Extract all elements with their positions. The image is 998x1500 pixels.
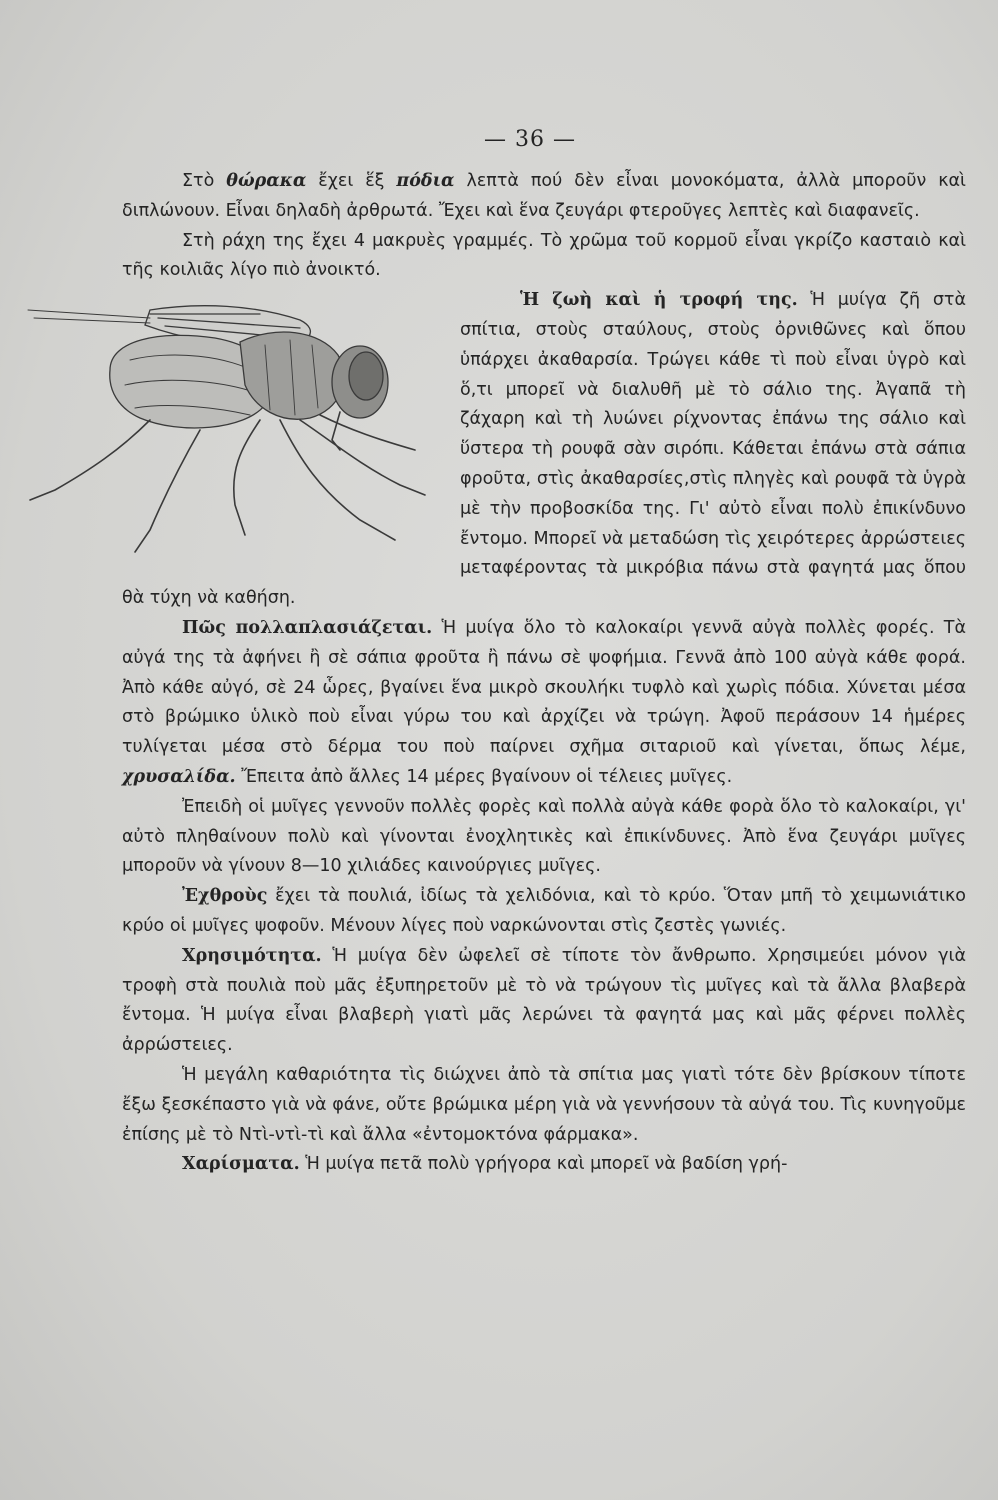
paragraph-thorax	[122, 167, 966, 227]
text-run: Ἡ μυίγα ὅλο τὸ καλοκαίρι γεννᾶ αὐγὰ πολλὲς φορές. Τὰ αὐγά της τὰ ἀφήνει ἢ σὲ σάπια φροῦτα ἢ πάνω σὲ ψοφήμια. Γεννᾶ ἀπὸ 100 αὐγὰ κάθε φορά. Ἀπὸ κάθε αὐγό, σὲ 24 ὧρες, βγαίνει ἕνα μικρὸ σκουλήκι τυφλὸ καὶ χωρὶς πόδια. Χύνεται μέσα στὸ βρώμικο ὑλικὸ ποὺ εἶναι γύρω του καὶ ἀρχίζει νὰ τρώγη. Ἀφοῦ περάσουν 14 ἡμέρες τυλίγεται μέσα στὸ δέρμα του ποὺ παίρνει σχῆμα σιταριοῦ καὶ γίνεται, ὅπως λέμε,	[122, 617, 966, 758]
heading-abilities: Χαρίσματα.	[182, 1154, 300, 1175]
body-text	[122, 167, 966, 1180]
text-run: Ἔπειτα ἀπὸ ἄλλες 14 μέρες βγαίνουν οἱ τέλειες μυῖγες.	[235, 766, 733, 787]
paragraph-cleanliness: Ἡ μεγάλη καθαριότητα τὶς διώχνει ἀπὸ τὰ σπίτια μας γιατὶ τότε δὲν βρίσκουν τίποτε ἔξω ξεσκέπαστο γιὰ νὰ φάνε, οὔτε βρώμικα μέρη γιὰ νὰ γεννήσουν τὰ αὐγά του. Τὶς κυνηγοῦμε ἐπίσης μὲ τὸ Ντὶ-ντὶ-τὶ καὶ ἄλλα «ἐντομοκτόνα φάρμακα».	[122, 1064, 966, 1145]
term-legs: πόδια	[396, 171, 455, 191]
paragraph-enemies	[122, 882, 966, 942]
heading-enemies: Ἐχθροὺς	[182, 886, 268, 907]
house-fly-illustration	[0, 290, 452, 560]
heading-reproduction: Πῶς πολλαπλασιάζεται.	[182, 617, 433, 638]
paragraph-reproduction	[122, 614, 966, 793]
page-number: — 36 —	[484, 127, 576, 152]
heading-usefulness: Χρησιμότητα.	[182, 945, 322, 966]
text-run: Ἡ μυίγα πετᾶ πολὺ γρήγορα καὶ μπορεῖ νὰ βαδίση γρή-	[299, 1154, 788, 1175]
text-run: Ἡ μυίγα δὲν ὠφελεῖ σὲ τίποτε τὸν ἄνθρωπο. Χρησιμεύει μόνον γιὰ τροφὴ στὰ πουλιὰ ποὺ μᾶς ἐξυπηρετοῦν μὲ τὸ νὰ τρώγουν τὶς μυῖγες καὶ τὰ ἄλλα βλαβερὰ ἔντομα. Ἡ μυίγα εἶναι βλαβερὴ γιατὶ μᾶς λερώνει τὰ φαγητά μας καὶ μᾶς φέρνει πολλὲς ἀρρώστειες.	[122, 945, 966, 1056]
term-thorax: θώρακα	[226, 171, 307, 191]
term-chrysalis: χρυσαλίδα.	[122, 766, 236, 787]
paragraph-usefulness	[122, 942, 966, 1061]
paragraph-color: Στὴ ράχη της ἔχει 4 μακρυὲς γραμμές. Τὸ χρῶμα τοῦ κορμοῦ εἶναι γκρίζο κασταιὸ καὶ τῆς κοιλιᾶς λίγο πιὸ ἀνοικτό.	[122, 230, 966, 281]
heading-life-food: Ἡ ζωὴ καὶ ἡ τροφή της.	[520, 290, 798, 311]
text-run: Στὸ	[182, 171, 227, 191]
paragraph-multiply: Ἐπειδὴ οἱ μυῖγες γεννοῦν πολλὲς φορὲς καὶ πολλὰ αὐγὰ κάθε φορὰ ὅλο τὸ καλοκαίρι, γι' αὐτὸ πληθαίνουν πολὺ καὶ γίνονται ἐνοχλητικὲς καὶ ἐπικίνδυνες. Ἀπὸ ἕνα ζευγάρι μυῖγες μποροῦν νὰ γίνουν 8—10 χιλιάδες καινούργιες μυῖγες.	[122, 796, 966, 877]
text-run: ἔχει τὰ πουλιά, ἰδίως τὰ χελιδόνια, καὶ τὸ κρύο. Ὅταν μπῆ τὸ χειμωνιάτικο κρύο οἱ μυῖγες ψοφοῦν. Μένουν λίγες ποὺ ναρκώνονται στὶς ζεστὲς γωνιές.	[122, 886, 966, 936]
text-run: ἔχει ἕξ	[306, 171, 397, 191]
text-run: Ἡ μυίγα ζῆ στὰ σπίτια, στοὺς σταύλους, στοὺς ὀρνιθῶνες καὶ ὅπου ὑπάρχει ἀκαθαρσία. Τρώγει κάθε τὶ ποὺ εἶναι ὑγρὸ καὶ ὅ,τι μπορεῖ νὰ διαλυθῆ μὲ τὸ σάλιο της. Ἀγαπᾶ τὴ ζάχαρη καὶ τὴ λυώνει ρίχνοντας ἐπάνω της σάλιο καὶ ὕστερα τὴ ρουφᾶ σὰν σιρόπι. Κάθεται ἐπάνω στὰ σάπια φροῦτα, στὶς ἀκαθαρσίες,στὶς πληγὲς καὶ ρουφᾶ τὰ ὑγρὰ μὲ τὴν προβοσκίδα της. Γι' αὐτὸ εἶναι πολὺ ἐπικίνδυνο ἔντομο. Μπορεῖ νὰ μεταδώση τὶς χειρότερες ἀρρώστειες μεταφέροντας τὰ μικρόβια πάνω στὰ φαγητά μας ὅπου θὰ τύχη νὰ καθήση.	[122, 290, 967, 609]
text-run: λεπτὰ πού δὲν εἶναι μονοκόματα, ἀλλὰ μποροῦν καὶ διπλώνουν. Εἶναι δηλαδὴ ἀρθρωτά. Ἔχει καὶ ἕνα ζευγάρι φτεροῦγες λεπτὲς καὶ διαφανεῖς.	[122, 171, 966, 221]
paragraph-abilities	[122, 1150, 966, 1180]
